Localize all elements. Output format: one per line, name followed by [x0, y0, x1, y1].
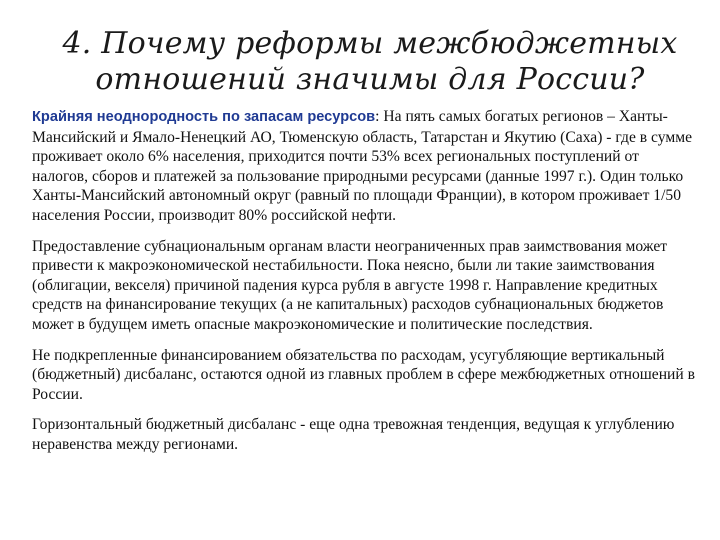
paragraph-text: : На пять самых богатых регионов – Ханты-Мансийский и Ямало-Ненецкий АО, Тюменскую область, Татарстан и Якутию (Саха) - где в сумме проживает около 6% населения, приходится почти 53% всех региональных поступлений от налогов, сборов и платежей за пользование природными ресурсами (данные 1997 г.). Один только Ханты-Мансийский автономный округ (равный по площади Франции), в котором проживает 1/50 населения России, производит 80% российской нефти. [32, 108, 692, 224]
slide-title-line-1: 4. Почему реформы межбюджетных [62, 26, 678, 61]
paragraph-borrowing [32, 237, 696, 335]
paragraph-text: Не подкрепленные финансированием обязательства по расходам, усугубляющие вертикальный (бюджетный) дисбаланс, остаются одной из главных проблем в сфере межбюджетных отношений в России. [32, 346, 696, 403]
slide-body [32, 107, 696, 466]
paragraph-unfunded-mandates [32, 346, 696, 405]
paragraph-text: Предоставление субнациональным органам власти неограниченных прав заимствования может привести к макроэкономической нестабильности. Пока неясно, были ли такие заимствования (облигации, векселя) причиной падения курса рубля в августе 1998 г. Направление кредитных средств на финансирование текущих (а не капитальных) расходов субнациональных бюджетов может в будущем иметь опасные макроэкономические и политические последствия. [32, 237, 668, 333]
slide-title-line-2: отношений значимы для России? [95, 62, 645, 97]
slide-title [60, 26, 680, 98]
paragraph-resources [32, 107, 696, 226]
paragraph-lead-highlight: Крайняя неоднородность по запасам ресурсов [32, 109, 376, 125]
paragraph-text: Горизонтальный бюджетный дисбаланс - еще одна тревожная тенденция, ведущая к углублению неравенства между регионами. [32, 416, 675, 453]
paragraph-horizontal-imbalance [32, 415, 696, 454]
